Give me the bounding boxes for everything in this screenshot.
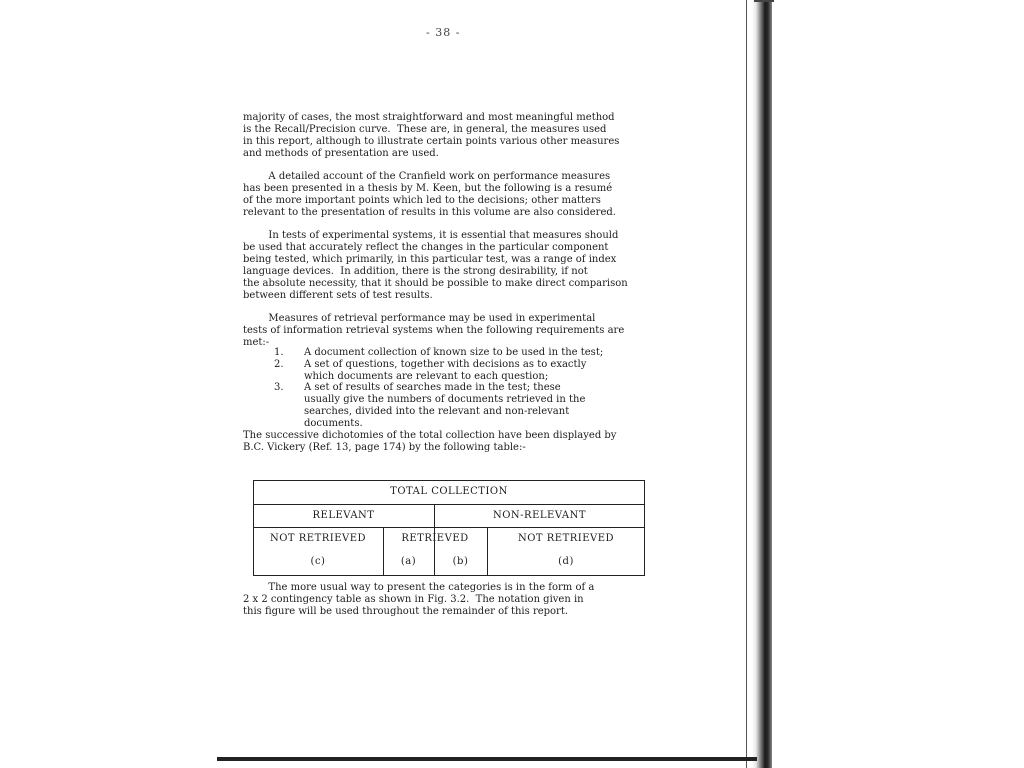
scan-top-mark [754,0,774,2]
text-line: met:- [243,337,270,348]
text-line: the absolute necessity, that it should be possible to make direct comparison [243,278,628,289]
text-line: 2 x 2 contingency table as shown in Fig. 3.2. The notation given in [243,594,584,605]
text-line: this figure will be used throughout the remainder of this report. [243,606,569,617]
cell-a: (a) [400,556,417,567]
scan-dark-edge [752,0,772,768]
table-border [253,527,645,528]
text-line: tests of information retrieval systems when the following requirements are [243,325,625,336]
table-border [253,575,645,576]
text-line: majority of cases, the most straightforward and most meaningful method [243,112,615,123]
list-number: 1. [274,347,284,358]
collection-table [253,480,645,576]
text-line: relevant to the presentation of results in this volume are also considered. [243,207,616,218]
text-line: B.C. Vickery (Ref. 13, page 174) by the following table:- [243,442,526,453]
list-item: searches, divided into the relevant and non-relevant [304,406,570,417]
list-item: A document collection of known size to be used in the test; [304,347,604,358]
total-collection-label: TOTAL COLLECTION [390,486,508,497]
scan-bottom-edge [217,757,757,761]
text-line: has been presented in a thesis by M. Keen, but the following is a resumé [243,183,613,194]
text-line: between different sets of test results. [243,290,433,301]
text-line: The successive dichotomies of the total collection have been displayed by [243,430,617,441]
list-number: 3. [274,382,284,393]
list-item: documents. [304,418,363,429]
text-line: In tests of experimental systems, it is essential that measures should [243,230,619,241]
list-item: which documents are relevant to each question; [304,371,549,382]
not-retrieved-non-relevant-label: NOT RETRIEVED [517,533,615,544]
text-line: of the more important points which led to the decisions; other matters [243,195,601,206]
retrieved-label: RETRIEVED [401,533,469,544]
cell-c: (c) [310,556,326,567]
text-line: The more usual way to present the categories is in the form of a [243,582,595,593]
text-line: being tested, which primarily, in this particular test, was a range of index [243,254,617,265]
scan-edge-line [746,0,747,768]
text-line: Measures of retrieval performance may be used in experimental [243,313,596,324]
non-relevant-label: NON-RELEVANT [492,510,587,521]
not-retrieved-relevant-label: NOT RETRIEVED [269,533,367,544]
text-line: be used that accurately reflect the changes in the particular component [243,242,609,253]
cell-b: (b) [452,556,469,567]
text-line: in this report, although to illustrate certain points various other measures [243,136,620,147]
list-item: A set of questions, together with decisions as to exactly [304,359,587,370]
list-number: 2. [274,359,284,370]
list-item: A set of results of searches made in the test; these [304,382,561,393]
text-line: and methods of presentation are used. [243,148,439,159]
list-item: usually give the numbers of documents retrieved in the [304,394,586,405]
cell-d: (d) [558,556,574,567]
table-border [253,504,645,505]
text-line: A detailed account of the Cranfield work on performance measures [243,171,611,182]
page-number: - 38 - [426,26,461,39]
table-border [253,480,645,481]
text-line: is the Recall/Precision curve. These are, in general, the measures used [243,124,607,135]
text-line: language devices. In addition, there is the strong desirability, if not [243,266,588,277]
relevant-label: RELEVANT [312,510,375,521]
